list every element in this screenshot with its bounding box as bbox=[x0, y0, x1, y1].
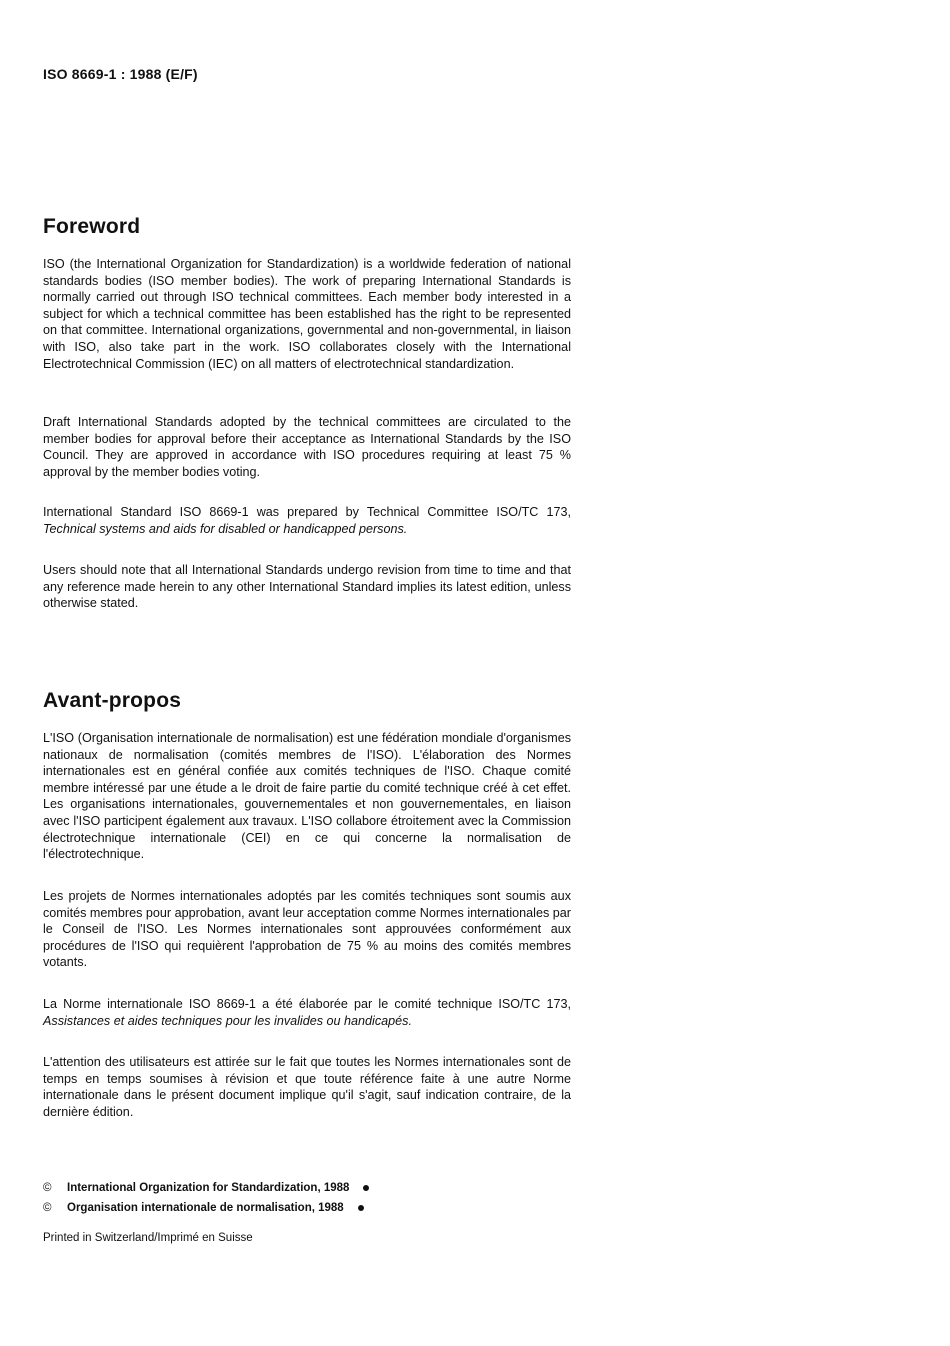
copyright-french-text: Organisation internationale de normalisation, 1988 bbox=[67, 1202, 344, 1214]
copyright-french bbox=[43, 1202, 364, 1214]
copyright-icon: © bbox=[43, 1182, 52, 1194]
avant-propos-paragraph-4: L'attention des utilisateurs est attirée sur le fait que toutes les Normes internationales sont de temps en temps soumises à révision et que toute référence faite à une autre Norme internationale dans le présent document implique qu'il s'agit, sauf indication contraire, de la dernière édition. bbox=[43, 1055, 571, 1119]
foreword-paragraph-1: ISO (the International Organization for Standardization) is a worldwide federation of national standards bodies (ISO member bodies). The work of preparing International Standards is normally carried out through ISO technical committees. Each member body interested in a subject for which a technical committee has been established has the right to be represented on that committee. International organizations, governmental and non-governmental, in liaison with ISO, also take part in the work. ISO collaborates closely with the International Electrotechnical Commission (IEC) on all matters of electrotechnical standardization. bbox=[43, 257, 571, 371]
copyright-english bbox=[43, 1182, 369, 1194]
document-id: ISO 8669-1 : 1988 (E/F) bbox=[43, 66, 198, 82]
bullet-dot-icon bbox=[358, 1205, 364, 1211]
foreword-committee-title: Technical systems and aids for disabled or handicapped persons. bbox=[43, 521, 408, 536]
avant-propos-committee-title: Assistances et aides techniques pour les invalides ou handicapés. bbox=[43, 1013, 412, 1028]
foreword-paragraph-2: Draft International Standards adopted by the technical committees are circulated to the member bodies for approval before their acceptance as International Standards by the ISO Council. They are approved in accordance with ISO procedures requiring at least 75 % approval by the member bodies voting. bbox=[43, 415, 571, 479]
avant-propos-paragraph-3 bbox=[43, 996, 571, 1029]
printed-in-note: Printed in Switzerland/Imprimé en Suisse bbox=[43, 1232, 253, 1244]
foreword-paragraph-3 bbox=[43, 504, 571, 537]
bullet-dot-icon bbox=[363, 1185, 369, 1191]
copyright-icon: © bbox=[43, 1202, 52, 1214]
foreword-paragraph-4: Users should note that all International Standards undergo revision from time to time and that any reference made herein to any other International Standard implies its latest edition, unless otherwise stated. bbox=[43, 563, 571, 611]
copyright-english-text: International Organization for Standardization, 1988 bbox=[67, 1182, 350, 1194]
avant-propos-paragraph-2: Les projets de Normes internationales adoptés par les comités techniques sont soumis aux comités membres pour approbation, avant leur acceptation comme Normes internationales par le Conseil de l'ISO. Les Normes internationales sont approuvées conformément aux procédures de l'ISO qui requièrent l'approbation de 75 % au moins des comités membres votants. bbox=[43, 889, 571, 970]
avant-propos-paragraph-1: L'ISO (Organisation internationale de normalisation) est une fédération mondiale d'organismes nationaux de normalisation (comités membres de l'ISO). L'élaboration des Normes internationales est en général confiée aux comités techniques de l'ISO. Chaque comité membre intéressé par une étude a le droit de faire partie du comité technique créé à cet effet. Les organisations internationales, gouvernementales et non gouvernementales, en liaison avec l'ISO participent également aux travaux. L'ISO collabore étroitement avec la Commission électrotechnique internationale (CEI) en ce qui concerne la normalisation de l'électrotechnique. bbox=[43, 731, 571, 862]
avant-propos-heading: Avant-propos bbox=[43, 689, 182, 712]
foreword-heading: Foreword bbox=[43, 215, 141, 238]
avant-propos-prepared-by: La Norme internationale ISO 8669-1 a été élaborée par le comité technique ISO/TC 173, bbox=[43, 997, 571, 1011]
foreword-prepared-by: International Standard ISO 8669-1 was prepared by Technical Committee ISO/TC 173, bbox=[43, 505, 571, 519]
